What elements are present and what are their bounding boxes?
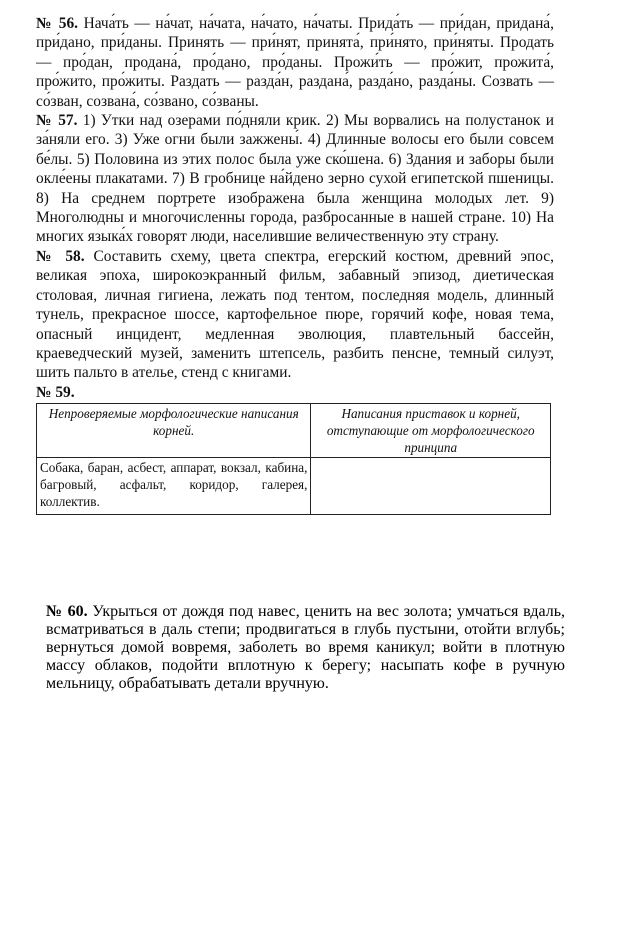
exercise-56-text: Нача́ть — на́чат, на́чата, на́чато, на́чаты. Прида́ть — при́дан, придана́, при́дано, при́даны. Принять — при́нят, принята́, при́нято, при́няты. Продать — про́дан, продана́, про́дано, про́даны. Прожи́ть — про́жит, прожита́, про́жито, про́житы. Раздать — разда́н, раздана́, разда́но, разда́ны. Созвать — со́зван, созвана́, со́звано, со́званы. bbox=[36, 15, 554, 110]
exercise-page bbox=[36, 14, 554, 515]
exercise-59-table bbox=[36, 403, 551, 515]
exercise-60-text: Укрыться от дождя под навес, ценить на вес золота; умчаться вдаль, всматриваться в даль степи; продвигаться в глубь пустыни, отойти вглубь; вернуться домой вовремя, заболеть во время каникул; войти в плотную массу облаков, подойти вплотную к берегу; насыпать кофе в ручную мельницу, обрабатывать детали вручную. bbox=[46, 603, 565, 692]
table-header-cell: Написания приставок и корней, отступающие от морфологического принципа bbox=[311, 404, 551, 458]
table-cell bbox=[311, 458, 551, 515]
exercise-60 bbox=[46, 603, 565, 693]
exercise-57 bbox=[36, 111, 554, 247]
exercise-56-number: № 56. bbox=[36, 15, 79, 32]
exercise-56 bbox=[36, 14, 554, 111]
exercise-57-number: № 57. bbox=[36, 112, 78, 130]
exercise-58 bbox=[36, 247, 554, 383]
table-header-row bbox=[37, 404, 551, 458]
table-header-cell: Непроверяемые морфологические написания корней. bbox=[37, 404, 311, 458]
exercise-57-text: 1) Утки над озерами по́дняли крик. 2) Мы ворвались на полустанок и за́няли его. 3) Уже огни были зажжены́. 4) Длинные волосы его были совсем бе́лы. 5) Половина из этих полос была уже ско́шена. 6) Здания и заборы были окле́ены плакатами. 7) В гробнице на́йдено зерно сухой египетской пшеницы. 8) На среднем портрете изображена была женщина молодых лет. 9) Многолюдны и многочисленны города, разбросанные в нашей стране. 10) На многих языка́х говорят люди, населившие величественную эту страну. bbox=[36, 112, 554, 246]
exercise-58-text: Составить схему, цвета спектра, егерский костюм, древний эпос, великая эпоха, широкоэкранный фильм, забавный эпизод, диетическая столовая, личная гигиена, лежать под тентом, последняя модель, длинный тунель, прекрасное шоссе, картофельное пюре, горячий кофе, новая тема, опасный инцидент, медленная эволюция, плавтельный бассейн, краеведческий музей, заменить штепсель, разбить пенсне, темный силуэт, шить пальто в ателье, стенд с книгами. bbox=[36, 247, 554, 382]
exercise-60-number: № 60. bbox=[46, 603, 88, 620]
exercise-58-number: № 58. bbox=[36, 247, 85, 265]
exercise-59-number: № 59. bbox=[36, 383, 75, 401]
table-cell: Собака, баран, асбест, аппарат, вокзал, кабина, багровый, асфальт, коридор, галерея, коллектив. bbox=[37, 458, 311, 515]
table-row bbox=[37, 458, 551, 515]
